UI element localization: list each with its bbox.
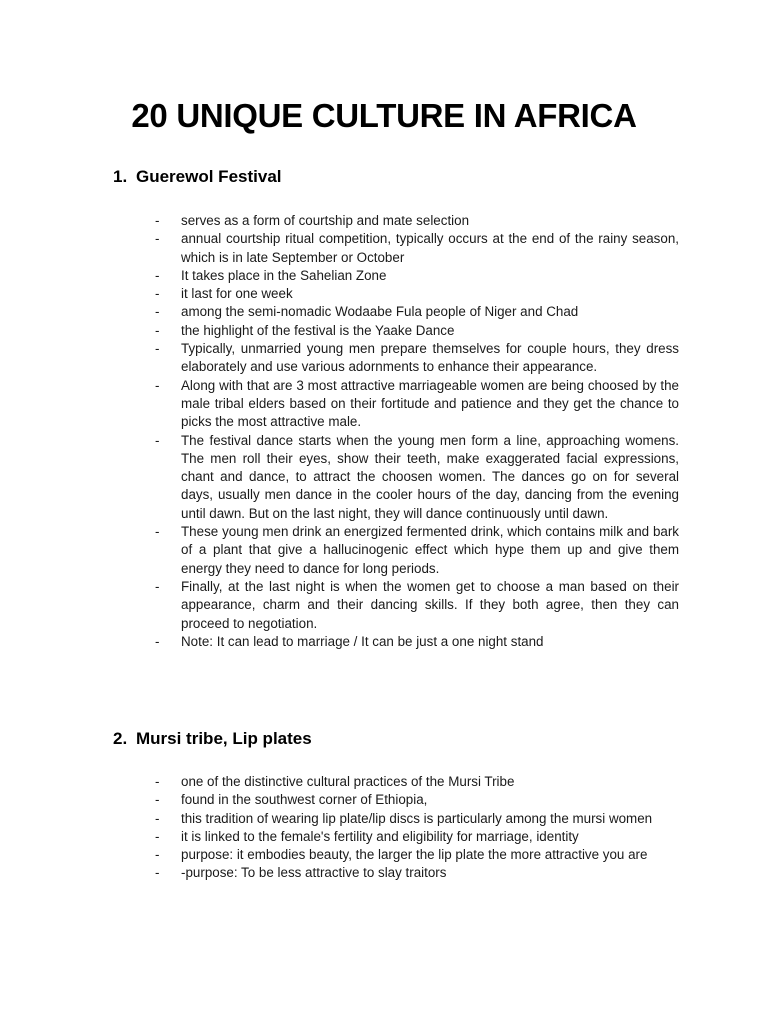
section-number: 2. xyxy=(113,729,128,748)
section-title: Mursi tribe, Lip plates xyxy=(136,729,312,748)
bullet-dash: - xyxy=(155,774,160,789)
list-item xyxy=(155,846,679,864)
list-item xyxy=(155,791,679,809)
list-item-text: found in the southwest corner of Ethiopia, xyxy=(181,792,428,808)
list-item xyxy=(155,432,679,523)
bullet-dash: - xyxy=(155,828,160,844)
list-item xyxy=(155,773,679,791)
list-item-text: purpose: it embodies beauty, the larger the lip plate the more attractive you are xyxy=(181,847,648,863)
list-item-text: one of the distinctive cultural practices of the Mursi Tribe xyxy=(181,774,515,789)
bullet-dash: - xyxy=(155,322,160,338)
bullet-dash: - xyxy=(155,810,160,826)
list-item xyxy=(155,377,679,432)
list-item-text: Finally, at the last night is when the women get to choose a man based on their appearance, charm and their dancing skills. If they both agree, then they can proceed to negotiation. xyxy=(181,578,679,631)
list-item-text: it is linked to the female's fertility and eligibility for marriage, identity xyxy=(181,828,579,844)
bullet-dash: - xyxy=(155,792,160,808)
list-item xyxy=(155,523,679,578)
list-item-text: serves as a form of courtship and mate selection xyxy=(181,213,470,228)
list-item-text: Typically, unmarried young men prepare themselves for couple hours, they dress elaborately and use various adornments to enhance their appearance. xyxy=(181,341,679,375)
bullet-dash: - xyxy=(155,847,160,863)
bullet-dash: - xyxy=(155,304,160,320)
bullet-dash: - xyxy=(155,213,160,228)
list-item xyxy=(155,285,679,303)
list-item xyxy=(155,230,679,267)
list-item xyxy=(155,810,679,828)
section-heading-guerewol xyxy=(113,166,282,188)
list-item xyxy=(155,322,679,340)
bullet-dash: - xyxy=(155,578,160,594)
document-title: 20 UNIQUE CULTURE IN AFRICA xyxy=(131,97,637,134)
list-item xyxy=(155,212,679,230)
list-item-text: the highlight of the festival is the Yaake Dance xyxy=(181,322,455,338)
list-item xyxy=(155,578,679,633)
list-item xyxy=(155,828,679,846)
bullet-dash: - xyxy=(155,267,160,283)
bullet-dash: - xyxy=(155,633,160,649)
bullet-dash: - xyxy=(155,432,160,448)
list-item-text: among the semi-nomadic Wodaabe Fula people of Niger and Chad xyxy=(181,304,579,320)
list-item-text: it last for one week xyxy=(181,286,293,302)
list-item-text: These young men drink an energized fermented drink, which contains milk and bark of a plant that give a hallucinogenic effect which hype them up and give them energy they need to dance for long periods. xyxy=(181,524,679,576)
bullet-list-guerewol xyxy=(155,212,679,651)
list-item xyxy=(155,303,679,321)
list-item-text: -purpose: To be less attractive to slay traitors xyxy=(181,865,447,881)
bullet-dash: - xyxy=(155,377,160,393)
list-item-text: this tradition of wearing lip plate/lip discs is particularly among the mursi women xyxy=(181,810,653,826)
list-item xyxy=(155,340,679,377)
list-item-text: Note: It can lead to marriage / It can be just a one night stand xyxy=(181,633,544,649)
list-item xyxy=(155,267,679,285)
bullet-dash: - xyxy=(155,524,160,540)
section-number: 1. xyxy=(113,167,128,186)
list-item-text: It takes place in the Sahelian Zone xyxy=(181,267,387,283)
list-item xyxy=(155,633,679,651)
bullet-dash: - xyxy=(155,231,160,247)
list-item-text: The festival dance starts when the young men form a line, approaching womens. The men roll their eyes, show their teeth, make exaggerated facial expressions, chant and dance, to attract the choosen women. The dances go on for several days, usually men dance in the cooler hours of the day, dancing from the evening until dawn. But on the last night, they will dance continuously until dawn. xyxy=(181,432,679,521)
bullet-dash: - xyxy=(155,286,160,302)
list-item xyxy=(155,864,679,882)
bullet-dash: - xyxy=(155,341,160,357)
bullet-list-mursi xyxy=(155,773,679,883)
section-title: Guerewol Festival xyxy=(136,167,282,186)
section-heading-mursi xyxy=(113,728,312,750)
bullet-dash: - xyxy=(155,865,160,881)
list-item-text: Along with that are 3 most attractive marriageable women are being choosed by the male tribal elders based on their fortitude and patience and they get the chance to picks the most attractive male. xyxy=(181,377,679,430)
list-item-text: annual courtship ritual competition, typically occurs at the end of the rainy season, which is in late September or October xyxy=(181,231,679,265)
